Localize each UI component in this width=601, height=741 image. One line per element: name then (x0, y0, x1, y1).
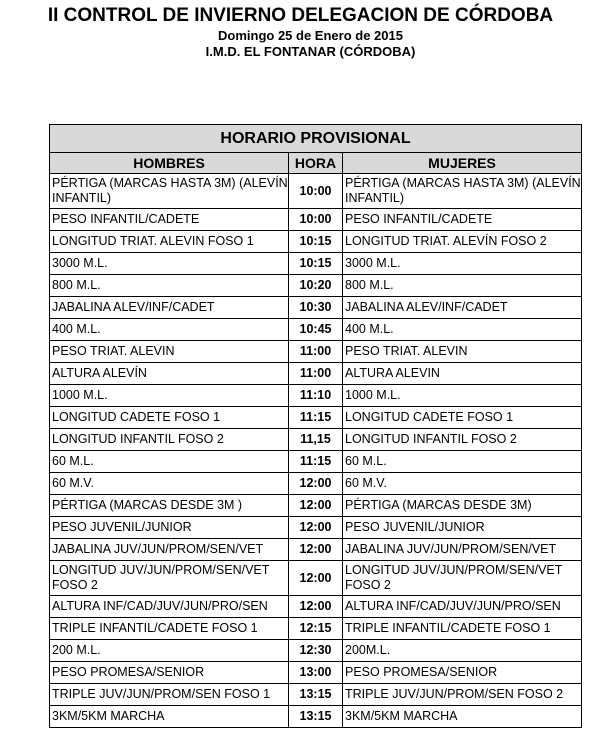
cell-hora: 13:00 (289, 662, 343, 684)
table-row (50, 495, 582, 517)
column-header-hora: HORA (289, 153, 343, 174)
cell-hora: 11:15 (289, 451, 343, 473)
table-row (50, 473, 582, 495)
cell-hora: 12:00 (289, 539, 343, 561)
cell-hora: 11:15 (289, 407, 343, 429)
cell-mujeres: PESO INFANTIL/CADETE (343, 209, 582, 231)
cell-mujeres: TRIPLE JUV/JUN/PROM/SEN FOSO 2 (343, 684, 582, 706)
table-row (50, 319, 582, 341)
table-title: HORARIO PROVISIONAL (50, 125, 582, 153)
cell-mujeres: ALTURA INF/CAD/JUV/JUN/PRO/SEN (343, 596, 582, 618)
cell-hora: 13:15 (289, 706, 343, 728)
cell-hora: 10:15 (289, 231, 343, 253)
cell-hora: 12:00 (289, 517, 343, 539)
cell-mujeres: 60 M.L. (343, 451, 582, 473)
cell-hombres: 3000 M.L. (50, 253, 289, 275)
event-date: Domingo 25 de Enero de 2015 (218, 28, 403, 43)
cell-mujeres: 200M.L. (343, 640, 582, 662)
cell-mujeres: PÉRTIGA (MARCAS DESDE 3M) (343, 495, 582, 517)
cell-hombres: LONGITUD CADETE FOSO 1 (50, 407, 289, 429)
cell-hora: 11:00 (289, 363, 343, 385)
cell-hora: 12:00 (289, 596, 343, 618)
table-row (50, 174, 582, 209)
table-row (50, 451, 582, 473)
cell-hora: 11:00 (289, 341, 343, 363)
cell-hombres: 60 M.L. (50, 451, 289, 473)
cell-hora: 10:20 (289, 275, 343, 297)
cell-hombres: PESO PROMESA/SENIOR (50, 662, 289, 684)
cell-hombres: LONGITUD TRIAT. ALEVIN FOSO 1 (50, 231, 289, 253)
document-title: II CONTROL DE INVIERNO DELEGACION DE CÓRDOBA (47, 5, 554, 26)
table-row (50, 684, 582, 706)
table-row (50, 706, 582, 728)
cell-mujeres: 400 M.L. (343, 319, 582, 341)
cell-hora: 12:30 (289, 640, 343, 662)
table-row (50, 407, 582, 429)
table-row (50, 596, 582, 618)
table-row (50, 640, 582, 662)
cell-hombres: JABALINA JUV/JUN/PROM/SEN/VET (50, 539, 289, 561)
cell-hombres: TRIPLE INFANTIL/CADETE FOSO 1 (50, 618, 289, 640)
table-row (50, 429, 582, 451)
table-title-row (50, 125, 582, 153)
cell-hombres: 3KM/5KM MARCHA (50, 706, 289, 728)
cell-hora: 11:10 (289, 385, 343, 407)
cell-mujeres: JABALINA ALEV/INF/CADET (343, 297, 582, 319)
cell-hora: 11,15 (289, 429, 343, 451)
cell-hora: 10:30 (289, 297, 343, 319)
cell-hombres: PÉRTIGA (MARCAS DESDE 3M ) (50, 495, 289, 517)
cell-hombres: 60 M.V. (50, 473, 289, 495)
table-row (50, 209, 582, 231)
table-row (50, 297, 582, 319)
cell-mujeres: LONGITUD INFANTIL FOSO 2 (343, 429, 582, 451)
cell-hora: 10:45 (289, 319, 343, 341)
cell-hombres: ALTURA ALEVÍN (50, 363, 289, 385)
cell-hombres: LONGITUD JUV/JUN/PROM/SEN/VET FOSO 2 (50, 561, 289, 596)
cell-mujeres: TRIPLE INFANTIL/CADETE FOSO 1 (343, 618, 582, 640)
cell-mujeres: JABALINA JUV/JUN/PROM/SEN/VET (343, 539, 582, 561)
table-row (50, 253, 582, 275)
table-row (50, 517, 582, 539)
cell-mujeres: PESO PROMESA/SENIOR (343, 662, 582, 684)
cell-hombres: JABALINA ALEV/INF/CADET (50, 297, 289, 319)
event-venue: I.M.D. EL FONTANAR (CÓRDOBA) (205, 44, 416, 59)
cell-hombres: TRIPLE JUV/JUN/PROM/SEN FOSO 1 (50, 684, 289, 706)
table-row (50, 275, 582, 297)
cell-mujeres: LONGITUD CADETE FOSO 1 (343, 407, 582, 429)
schedule-table (49, 124, 582, 728)
cell-mujeres: 800 M.L. (343, 275, 582, 297)
document-header (0, 4, 601, 60)
cell-mujeres: 1000 M.L. (343, 385, 582, 407)
table-row (50, 539, 582, 561)
cell-mujeres: LONGITUD JUV/JUN/PROM/SEN/VET FOSO 2 (343, 561, 582, 596)
cell-hora: 12:00 (289, 495, 343, 517)
cell-hora: 13:15 (289, 684, 343, 706)
cell-hombres: 200 M.L. (50, 640, 289, 662)
table-row (50, 231, 582, 253)
cell-mujeres: LONGITUD TRIAT. ALEVÍN FOSO 2 (343, 231, 582, 253)
table-row (50, 385, 582, 407)
table-row (50, 363, 582, 385)
cell-mujeres: PESO TRIAT. ALEVIN (343, 341, 582, 363)
cell-mujeres: PESO JUVENIL/JUNIOR (343, 517, 582, 539)
cell-hora: 12:00 (289, 561, 343, 596)
cell-hora: 10:00 (289, 209, 343, 231)
table-row (50, 662, 582, 684)
table-row (50, 561, 582, 596)
column-header-hombres: HOMBRES (50, 153, 289, 174)
column-header-mujeres: MUJERES (343, 153, 582, 174)
cell-hombres: 1000 M.L. (50, 385, 289, 407)
table-row (50, 341, 582, 363)
table-header-row (50, 153, 582, 174)
cell-hora: 12:15 (289, 618, 343, 640)
cell-mujeres: 3000 M.L. (343, 253, 582, 275)
cell-hombres: PÉRTIGA (MARCAS HASTA 3M) (ALEVÍN INFANTIL) (50, 174, 289, 209)
cell-hombres: PESO INFANTIL/CADETE (50, 209, 289, 231)
cell-hombres: ALTURA INF/CAD/JUV/JUN/PRO/SEN (50, 596, 289, 618)
cell-hombres: 800 M.L. (50, 275, 289, 297)
table-row (50, 618, 582, 640)
cell-hora: 10:00 (289, 174, 343, 209)
cell-hombres: PESO JUVENIL/JUNIOR (50, 517, 289, 539)
cell-hora: 12:00 (289, 473, 343, 495)
cell-mujeres: 3KM/5KM MARCHA (343, 706, 582, 728)
cell-mujeres: 60 M.V. (343, 473, 582, 495)
cell-mujeres: ALTURA ALEVIN (343, 363, 582, 385)
cell-hombres: LONGITUD INFANTIL FOSO 2 (50, 429, 289, 451)
cell-hombres: 400 M.L. (50, 319, 289, 341)
cell-hora: 10:15 (289, 253, 343, 275)
cell-hombres: PESO TRIAT. ALEVIN (50, 341, 289, 363)
cell-mujeres: PÉRTIGA (MARCAS HASTA 3M) (ALEVÍN INFANTIL) (343, 174, 582, 209)
